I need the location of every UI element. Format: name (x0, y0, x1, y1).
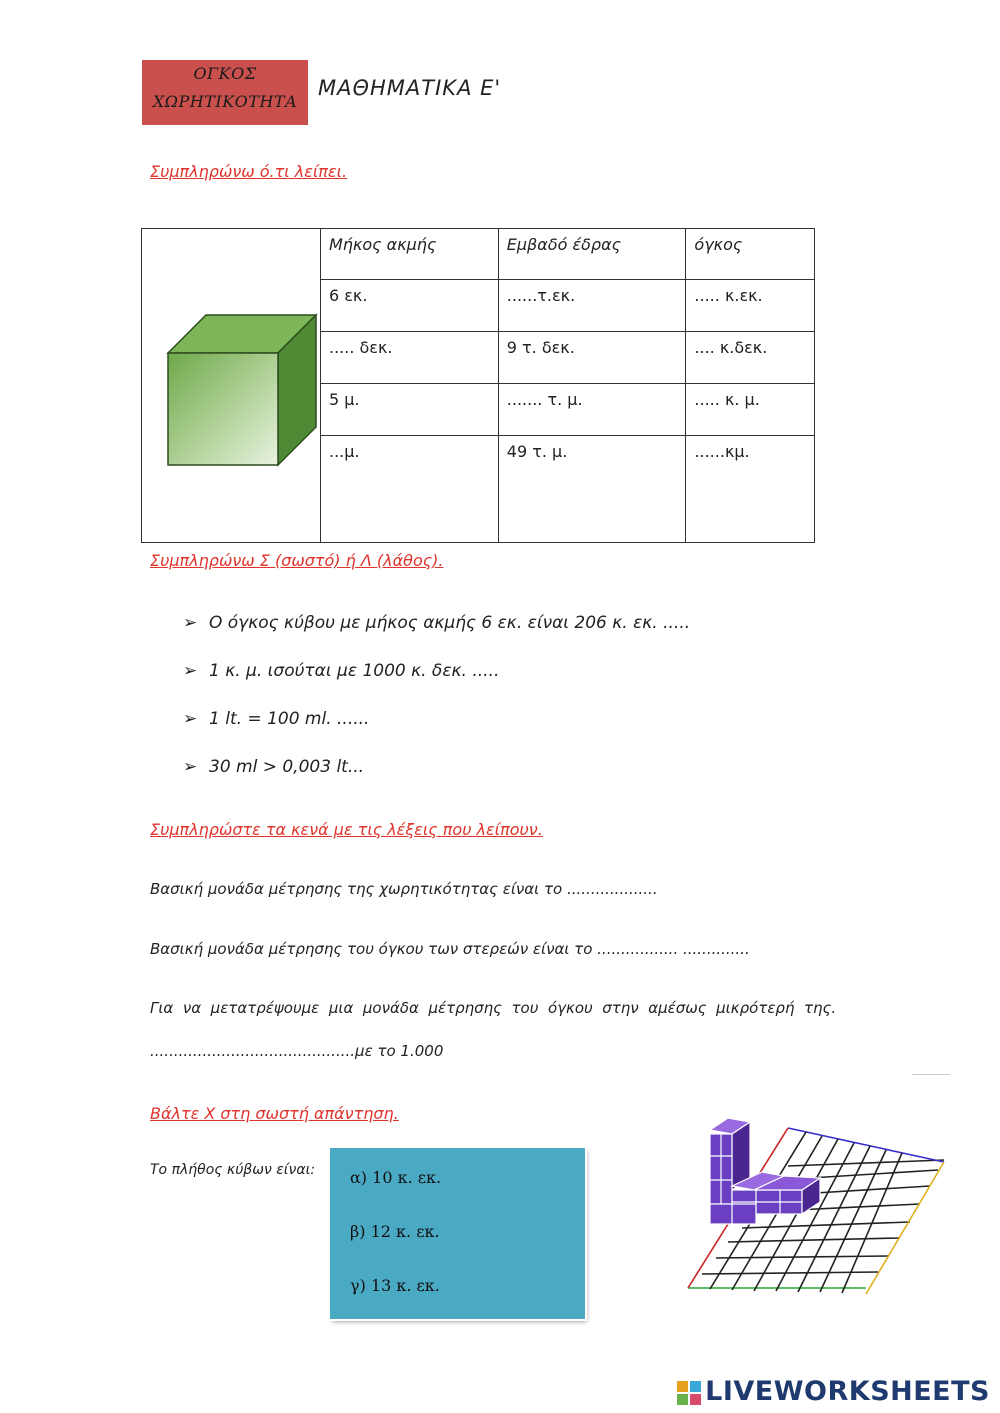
divider (912, 1074, 950, 1075)
fill-blank-line-3: Για να μετατρέψουμε μια μονάδα μέτρησης του όγκου στην αμέσως μικρότερή της. (150, 999, 837, 1017)
true-false-text: Ο όγκος κύβου με μήκος ακμής 6 εκ. είναι 206 κ. εκ. ..... (209, 613, 691, 633)
brand-name: LIVEWORKSHEETS (705, 1376, 990, 1407)
cube-image-cell (142, 229, 321, 543)
true-false-item[interactable] (183, 661, 499, 681)
section3-title: Συμπληρώστε τα κενά με τις λέξεις που λείπουν. (150, 820, 543, 839)
topic-line-1: ΟΓΚΟΣ (193, 64, 257, 83)
cell-edge[interactable]: ...μ. (321, 436, 499, 543)
true-false-text: 1 κ. μ. ισούται με 1000 κ. δεκ. ..... (209, 661, 500, 681)
answer-option-b[interactable]: β) 12 κ. εκ. (350, 1222, 440, 1241)
col-header-volume: όγκος (686, 229, 815, 280)
liveworksheets-icon (677, 1381, 701, 1405)
answer-option-c[interactable]: γ) 13 κ. εκ. (350, 1276, 440, 1295)
true-false-item[interactable] (183, 613, 690, 633)
true-false-text: 1 lt. = 100 ml. ...... (209, 709, 370, 729)
cell-edge[interactable]: 5 μ. (321, 384, 499, 436)
col-header-edge: Μήκος ακμής (321, 229, 499, 280)
answer-options-box (330, 1148, 585, 1319)
cell-volume[interactable]: .... κ.δεκ. (686, 332, 815, 384)
topic-badge (142, 60, 308, 125)
cell-area[interactable]: ......τ.εκ. (498, 280, 686, 332)
cell-area[interactable]: 49 τ. μ. (498, 436, 686, 543)
liveworksheets-logo[interactable] (677, 1376, 990, 1407)
question-text: Το πλήθος κύβων είναι: (150, 1162, 316, 1178)
arrow-bullet-icon: ➢ (183, 757, 198, 777)
section4-title: Βάλτε Χ στη σωστή απάντηση. (150, 1104, 399, 1123)
fill-blank-line-1[interactable]: Βασική μονάδα μέτρησης της χωρητικότητας είναι το ................... (150, 880, 658, 898)
arrow-bullet-icon: ➢ (183, 613, 198, 633)
stacked-cubes-image (680, 1108, 950, 1300)
true-false-item[interactable] (183, 709, 369, 729)
cell-volume[interactable]: ......κμ. (686, 436, 815, 543)
true-false-item[interactable] (183, 757, 364, 777)
arrow-bullet-icon: ➢ (183, 709, 198, 729)
arrow-bullet-icon: ➢ (183, 661, 198, 681)
section2-title: Συμπληρώνω Σ (σωστό) ή Λ (λάθος). (150, 551, 444, 570)
cell-edge[interactable]: ..... δεκ. (321, 332, 499, 384)
cube-icon (142, 229, 320, 538)
true-false-text: 30 ml > 0,003 lt... (209, 757, 365, 777)
cell-edge[interactable]: 6 εκ. (321, 280, 499, 332)
topic-line-2: ΧΩΡΗΤΙΚΟΤΗΤΑ (152, 92, 298, 111)
section1-title: Συμπληρώνω ό.τι λείπει. (150, 162, 348, 181)
cell-area[interactable]: 9 τ. δεκ. (498, 332, 686, 384)
answer-option-a[interactable]: α) 10 κ. εκ. (350, 1168, 442, 1187)
cube-table (141, 228, 815, 543)
fill-blank-line-2[interactable]: Βασική μονάδα μέτρησης του όγκου των στερεών είναι το ................. .............. (150, 940, 750, 958)
cell-volume[interactable]: ..... κ. μ. (686, 384, 815, 436)
col-header-area: Εμβαδό έδρας (498, 229, 686, 280)
subject-title: ΜΑΘΗΜΑΤΙΚΑ Ε' (318, 76, 502, 100)
cell-volume[interactable]: ..... κ.εκ. (686, 280, 815, 332)
cell-area[interactable]: ....... τ. μ. (498, 384, 686, 436)
fill-blank-line-4[interactable]: ...........................................με το 1.000 (150, 1042, 444, 1060)
